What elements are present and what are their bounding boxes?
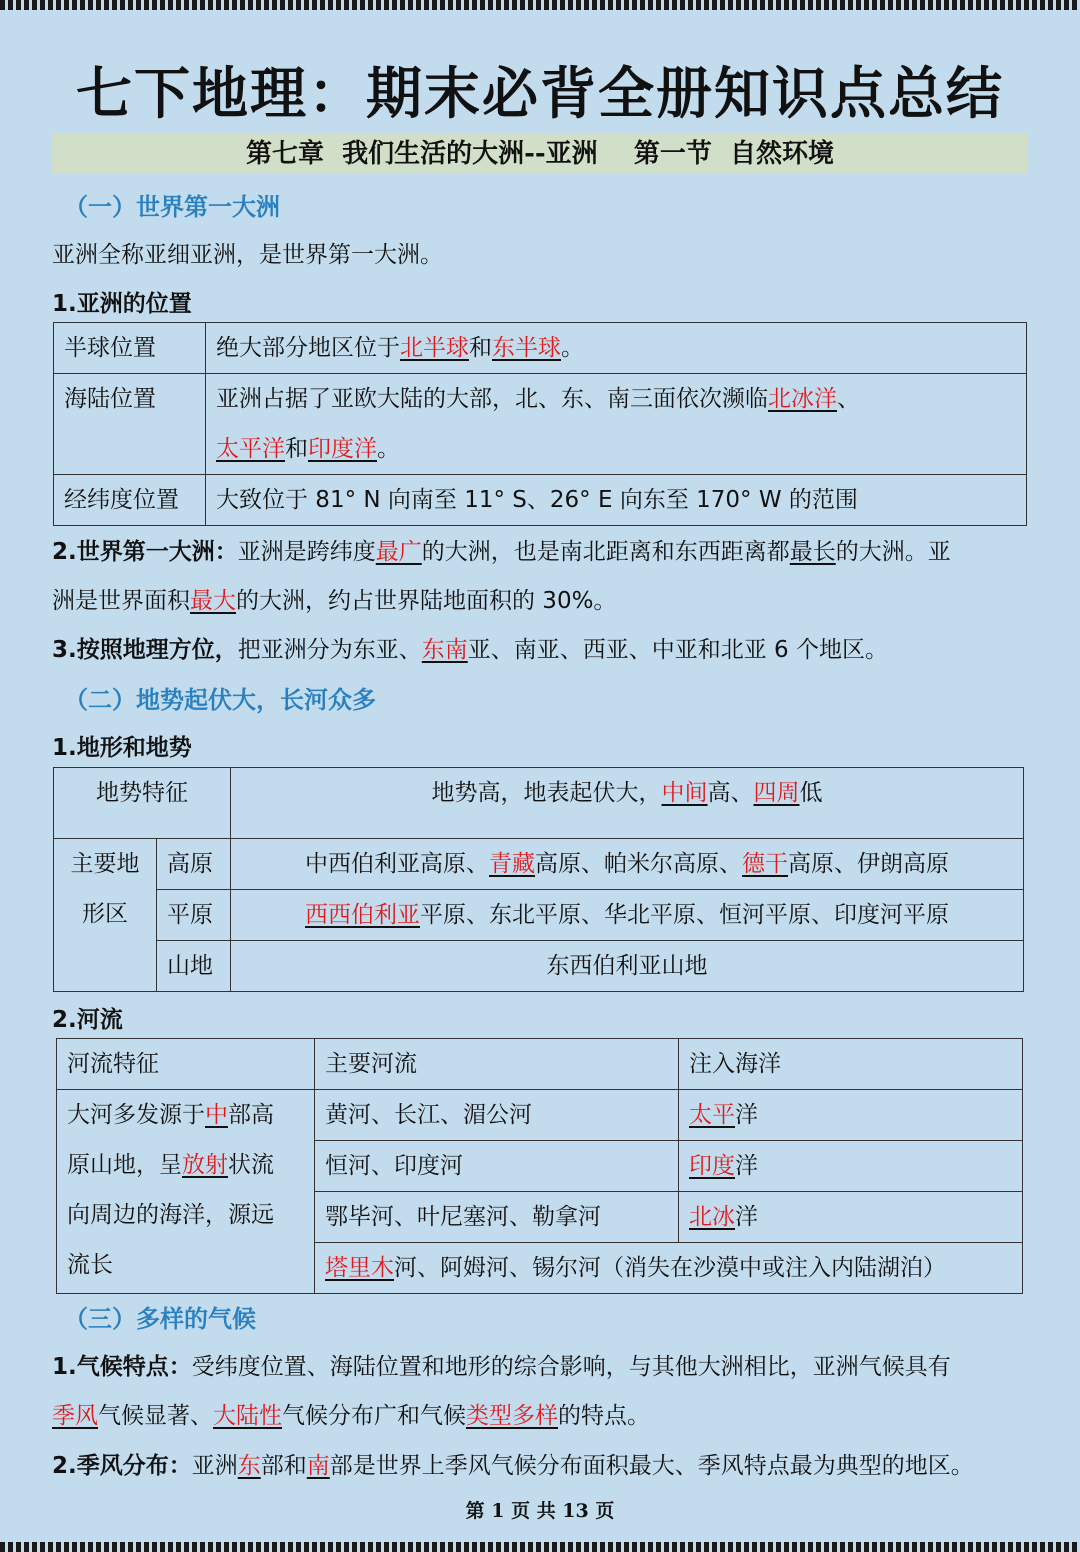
cell-text: 中西伯利亚高原、青藏高原、帕米尔高原、德干高原、伊朗高原 <box>231 839 1024 890</box>
intro-text: 亚洲全称亚细亚洲，是世界第一大洲。 <box>52 242 443 268</box>
cell-text: 塔里木河、阿姆河、锡尔河（消失在沙漠中或注入内陆湖泊） <box>315 1243 1023 1294</box>
river-feature-cell: 大河多发源于中部高 原山地，呈放射状流 向周边的海洋，源远 流长 <box>57 1090 315 1294</box>
header-cell: 注入海洋 <box>679 1039 1023 1090</box>
climate-text: 1.气候特点：受纬度位置、海陆位置和地形的综合影响，与其他大洲相比，亚洲气候具有 <box>52 1354 951 1380</box>
largest-continent-text-2: 洲是世界面积最大的大洲，约占世界陆地面积的 30%。 <box>52 588 617 614</box>
cell-label: 海陆位置 <box>54 374 206 475</box>
table-row <box>54 374 1027 475</box>
terrain-table <box>53 767 1024 992</box>
cell-label: 高原 <box>157 839 231 890</box>
position-table <box>53 322 1027 526</box>
terrain-heading: 1.地形和地势 <box>52 735 192 761</box>
cell-text: 印度洋 <box>679 1141 1023 1192</box>
chapter-banner: 第七章 我们生活的大洲--亚洲 第一节 自然环境 <box>52 134 1028 174</box>
cell-text: 鄂毕河、叶尼塞河、勒拿河 <box>315 1192 679 1243</box>
cell-label: 山地 <box>157 941 231 992</box>
cell-text: 东西伯利亚山地 <box>231 941 1024 992</box>
cell-label: 经纬度位置 <box>54 475 206 526</box>
table-row <box>54 941 1024 992</box>
largest-continent-text: 2.世界第一大洲：亚洲是跨纬度最广的大洲，也是南北距离和东西距离都最长的大洲。亚 <box>52 539 951 565</box>
cell-text: 西西伯利亚平原、东北平原、华北平原、恒河平原、印度河平原 <box>231 890 1024 941</box>
table-row <box>54 768 1024 839</box>
cell-text: 绝大部分地区位于北半球和东半球。 <box>206 323 1027 374</box>
cell-label: 半球位置 <box>54 323 206 374</box>
table-row <box>57 1039 1023 1090</box>
top-border <box>0 0 1080 10</box>
climate-text-2: 季风气候显著、大陆性气候分布广和气候类型多样的特点。 <box>52 1403 650 1429</box>
regions-text: 3.按照地理方位，把亚洲分为东亚、东南亚、南亚、西亚、中亚和北亚 6 个地区。 <box>52 637 889 663</box>
cell-label: 主要地 形区 <box>54 839 157 992</box>
cell-text: 恒河、印度河 <box>315 1141 679 1192</box>
page-footer: 第 1 页 共 13 页 <box>465 1500 615 1522</box>
table-row <box>57 1090 1023 1141</box>
monsoon-text: 2.季风分布：亚洲东部和南部是世界上季风气候分布面积最大、季风特点最为典型的地区。 <box>52 1453 974 1479</box>
rivers-heading: 2.河流 <box>52 1007 123 1033</box>
table-row <box>54 890 1024 941</box>
section-heading-2: （二）地势起伏大，长河众多 <box>64 686 376 714</box>
bottom-border <box>0 1542 1080 1552</box>
table-row <box>54 323 1027 374</box>
rivers-table <box>56 1038 1023 1294</box>
position-heading: 1.亚洲的位置 <box>52 291 192 317</box>
header-cell: 主要河流 <box>315 1039 679 1090</box>
cell-label: 地势特征 <box>54 768 231 839</box>
cell-text: 黄河、长江、湄公河 <box>315 1090 679 1141</box>
cell-text: 北冰洋 <box>679 1192 1023 1243</box>
table-row <box>54 839 1024 890</box>
page-title: 七下地理：期末必背全册知识点总结 <box>76 61 1004 127</box>
cell-text: 亚洲占据了亚欧大陆的大部，北、东、南三面依次濒临北冰洋、 太平洋和印度洋。 <box>206 374 1027 475</box>
cell-text: 地势高，地表起伏大，中间高、四周低 <box>231 768 1024 839</box>
header-cell: 河流特征 <box>57 1039 315 1090</box>
cell-label: 平原 <box>157 890 231 941</box>
section-heading-1: （一）世界第一大洲 <box>64 193 280 221</box>
cell-text: 太平洋 <box>679 1090 1023 1141</box>
section-heading-3: （三）多样的气候 <box>64 1305 256 1333</box>
cell-text: 大致位于 81° N 向南至 11° S、26° E 向东至 170° W 的范围 <box>206 475 1027 526</box>
table-row <box>54 475 1027 526</box>
